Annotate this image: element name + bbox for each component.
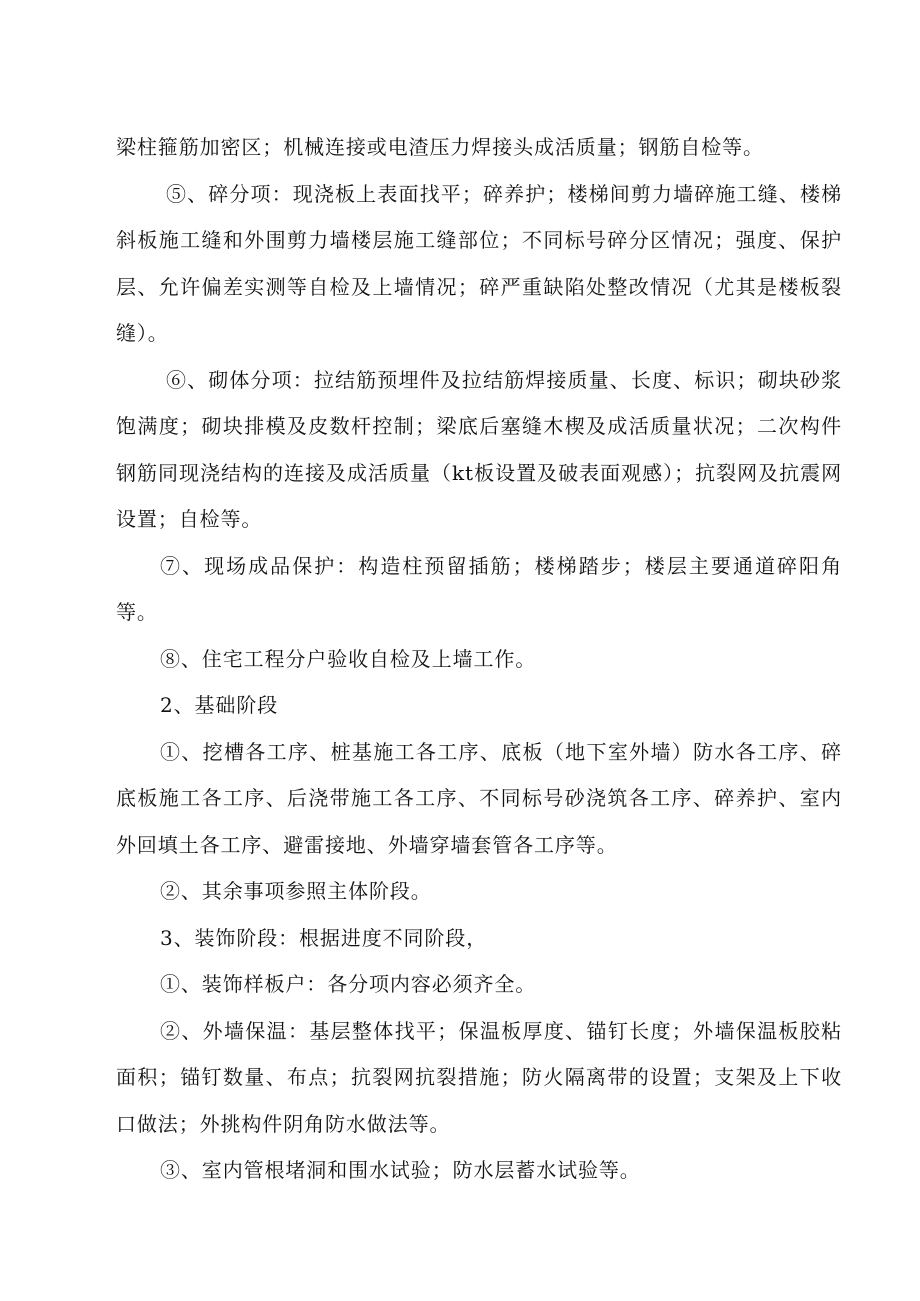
paragraph-sample-unit: ①、装饰样板户：各分项内容必须齐全。	[160, 972, 537, 996]
paragraph-rebar-continuation: 梁柱箍筋加密区；机械连接或电渣压力焊接头成活质量；钢筋自检等。	[116, 135, 764, 159]
paragraph-household-acceptance: ⑧、住宅工程分户验收自检及上墙工作。	[160, 646, 537, 671]
heading-decoration-stage: 3、装饰阶段：根据进度不同阶段，	[160, 925, 488, 950]
paragraph-water-test: ③、室内管根堵洞和围水试验；防水层蓄水试验等。	[160, 1158, 641, 1182]
paragraph-masonry-item: ⑥、砌体分项：拉结筋预埋件及拉结筋焊接质量、长度、标识；砌块砂浆饱满度；砌块排模及皮数杆控制；梁底后塞缝木楔及成活质量状况；二次构件钢筋同现浇结构的连接及成活质量（kt板设置及破表面观感）；抗裂网及抗震网设置；自检等。	[116, 367, 842, 531]
paragraph-foundation-procedures: ①、挖槽各工序、桩基施工各工序、底板（地下室外墙）防水各工序、碎底板施工各工序、后浇带施工各工序、不同标号砂浇筑各工序、碎养护、室内外回填土各工序、避雷接地、外墙穿墙套管各工序等。	[116, 739, 842, 857]
heading-foundation-stage: 2、基础阶段	[160, 693, 279, 717]
paragraph-exterior-insulation: ②、外墙保温：基层整体找平；保温板厚度、锚钉长度；外墙保温板胶粘面积；锚钉数量、布点；抗裂网抗裂措施；防火隔离带的设置；支架及上下收口做法；外挑构件阴角防水做法等。	[116, 1018, 842, 1136]
paragraph-concrete-item: ⑤、碎分项：现浇板上表面找平；碎养护；楼梯间剪力墙碎施工缝、楼梯斜板施工缝和外围剪力墙楼层施工缝部位；不同标号碎分区情况；强度、保护层、允许偏差实测等自检及上墙情况；碎严重缺陷处整改情况（尤其是楼板裂缝）。	[116, 181, 842, 345]
paragraph-product-protection: ⑦、现场成品保护：构造柱预留插筋；楼梯踏步；楼层主要通道碎阳角等。	[116, 553, 842, 624]
paragraph-foundation-other: ②、其余事项参照主体阶段。	[160, 879, 432, 903]
document-body	[116, 124, 842, 1194]
